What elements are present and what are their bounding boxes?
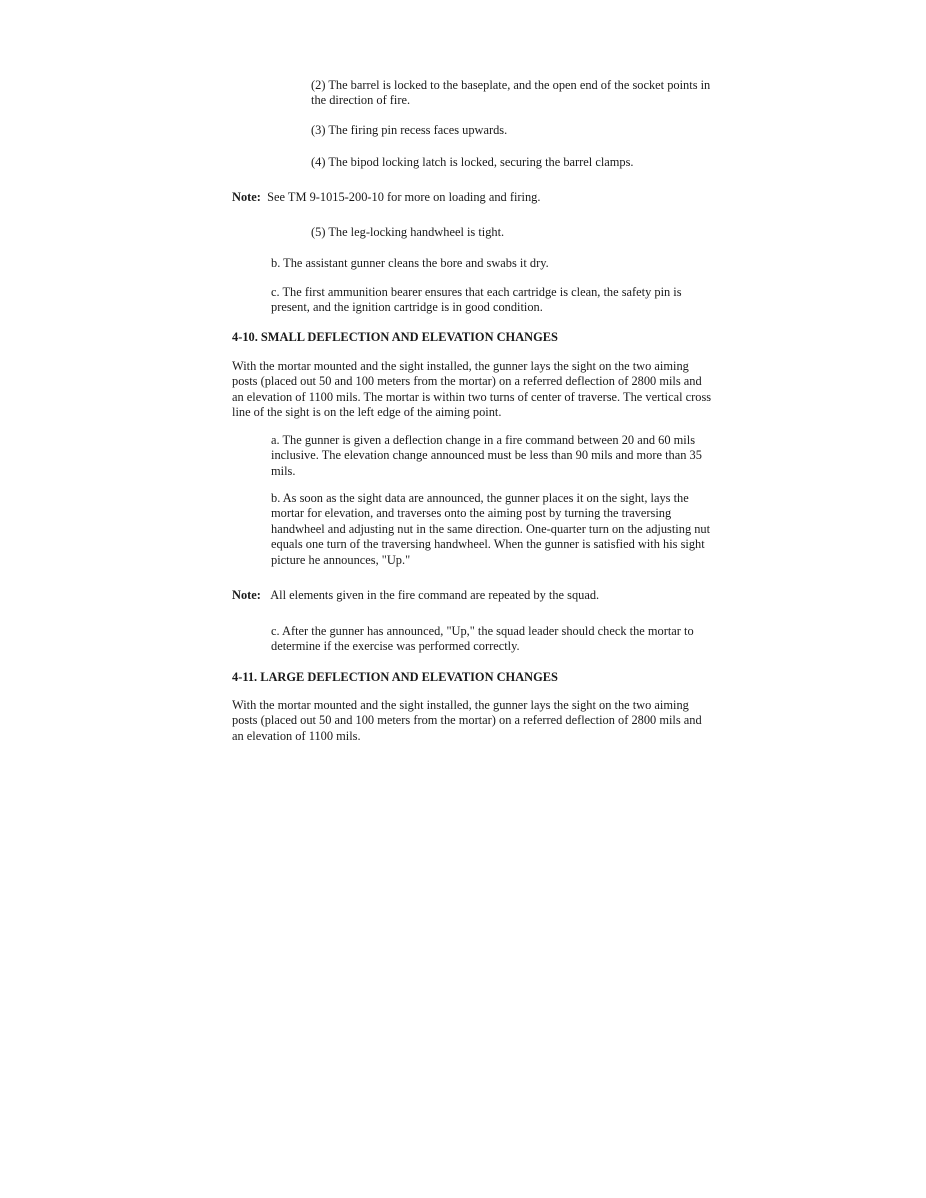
note-text: See TM 9-1015-200-10 for more on loading and firing. [267,190,541,204]
section-heading-4-10: 4-10. SMALL DEFLECTION AND ELEVATION CHANGES [232,330,558,344]
note-fire-command [232,588,712,603]
list-item-3: (3) The firing pin recess faces upwards. [311,123,508,137]
list-item-5: (5) The leg-locking handwheel is tight. [311,225,505,239]
section-heading-4-11: 4-11. LARGE DEFLECTION AND ELEVATION CHANGES [232,670,558,684]
section-4-10-item-b: b. As soon as the sight data are announced, the gunner places it on the sight, lays the mortar for elevation, and traverses onto the aiming post by turning the traversing handwheel and adjusting nut in the same direction. One-quarter turn on the adjusting nut equals one turn of the traversing handwheel. When the gunner is satisfied with his sight picture he announces, "Up." [271,491,711,567]
note-separator: : [256,588,261,602]
list-item-c-ammunition-bearer: c. The first ammunition bearer ensures that each cartridge is clean, the safety pin is present, and the ignition cartridge is in good condition. [271,285,682,315]
note-text: All elements given in the fire command are repeated by the squad. [270,588,600,602]
section-4-10-intro: With the mortar mounted and the sight installed, the gunner lays the sight on the two aiming posts (placed out 50 and 100 meters from the mortar) on a referred deflection of 2800 mils and an elevation of 1100 mils. The mortar is within two turns of center of traverse. The vertical cross line of the sight is on the left edge of the aiming point. [232,359,712,420]
section-4-10-item-c: c. After the gunner has announced, "Up," the squad leader should check the mortar to determine if the exercise was performed correctly. [271,624,694,654]
note-label: Note [232,588,257,602]
section-4-10-item-a: a. The gunner is given a deflection change in a fire command between 20 and 60 mils inclusive. The elevation change announced must be less than 90 mils and more than 35 mils. [271,433,702,478]
list-item-4: (4) The bipod locking latch is locked, securing the barrel clamps. [311,155,634,169]
section-4-11-intro: With the mortar mounted and the sight installed, the gunner lays the sight on the two aiming posts (placed out 50 and 100 meters from the mortar) on a referred deflection of 2800 mils and an elevation of 1100 mils. [232,698,702,743]
note-separator: : [256,190,261,204]
list-item-b-assistant-gunner: b. The assistant gunner cleans the bore and swabs it dry. [271,256,549,270]
list-item-2: (2) The barrel is locked to the baseplate, and the open end of the socket points in the direction of fire. [311,78,711,108]
note-loading-firing [232,190,712,205]
note-label: Note [232,190,257,204]
